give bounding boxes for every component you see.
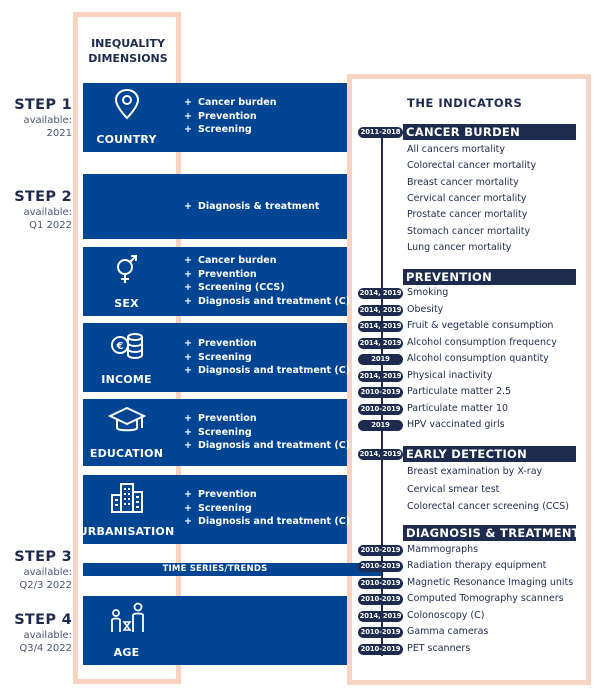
- dimension-name: INCOME: [101, 373, 152, 386]
- indicator-item: Stomach cancer mortality: [407, 226, 531, 237]
- bullet-item: + Diagnosis and treatment (C): [184, 515, 343, 529]
- step-date: Q2/3 2022: [19, 580, 72, 591]
- step-1: [0, 96, 72, 140]
- dimension-bullets: [184, 488, 351, 529]
- dimension-bullets: [184, 412, 351, 453]
- indicator-item: Mammographs: [407, 544, 479, 555]
- dimension-bullets: [184, 337, 351, 378]
- year-badge: 2014, 2019: [359, 322, 402, 330]
- indicator-item: Colorectal cancer mortality: [407, 160, 537, 171]
- indicator-item: All cancers mortality: [407, 144, 505, 155]
- bullet-item: + Cancer burden: [184, 96, 343, 110]
- bullet-item: + Prevention: [184, 412, 343, 426]
- bullet-item: + Prevention: [184, 488, 343, 502]
- indicator-item: Alcohol consumption quantity: [407, 353, 549, 364]
- year-badge: 2010-2019: [358, 561, 403, 572]
- step-available: available:: [23, 630, 72, 641]
- indicator-item: Breast examination by X-ray: [407, 466, 543, 477]
- step-date: Q1 2022: [29, 220, 72, 231]
- bullet-item: + Screening: [184, 426, 343, 440]
- location-pin-icon: [108, 88, 146, 122]
- dimension-age: [83, 596, 347, 665]
- dimension-education: [83, 399, 351, 466]
- year-badge: 2010-2019: [358, 594, 403, 605]
- dimension-name: SEX: [114, 297, 139, 310]
- bullet-item: + Diagnosis and treatment (C): [184, 439, 343, 453]
- dimension-name: AGE: [113, 646, 140, 659]
- indicator-item: Fruit & vegetable consumption: [407, 320, 554, 331]
- year-badge: 2014, 2019: [359, 289, 402, 297]
- indicator-item: Breast cancer mortality: [407, 177, 519, 188]
- indicator-item: Gamma cameras: [407, 626, 489, 637]
- dimension-name: EDUCATION: [89, 447, 164, 460]
- dimension-diagnosis-row: [83, 174, 347, 239]
- indicator-item: Radiation therapy equipment: [407, 560, 547, 571]
- step-2: [0, 188, 72, 232]
- dimension-bullets: [184, 96, 343, 137]
- year-badge: 2010-2019: [358, 387, 403, 398]
- dimension-country: [83, 83, 347, 152]
- people-hourglass-icon: [108, 601, 146, 635]
- step-available: available:: [23, 567, 72, 578]
- dimension-sex: [83, 247, 351, 316]
- step-label: STEP 1: [14, 97, 72, 113]
- year-badge: 2011-2018: [358, 127, 403, 138]
- category-prevention: PREVENTION: [403, 269, 576, 285]
- dimension-bullets: [184, 200, 343, 214]
- indicator-item: Colorectal cancer screening (CCS): [407, 501, 569, 512]
- indicator-item: Computed Tomography scanners: [407, 593, 564, 604]
- indicator-item: PET scanners: [407, 643, 471, 654]
- indicator-item: Cervical smear test: [407, 484, 500, 495]
- step-date: 2021: [46, 128, 72, 139]
- year-badge: 2010-2019: [358, 545, 403, 556]
- indicator-item: Physical inactivity: [407, 370, 493, 381]
- category-diagnosis-treatment: DIAGNOSIS & TREATMENT: [403, 525, 576, 541]
- dimensions-header: INEQUALITY DIMENSIONS: [88, 37, 168, 65]
- bullet-item: + Diagnosis and treatment (C): [184, 364, 343, 378]
- indicator-item: Lung cancer mortality: [407, 242, 512, 253]
- year-badge: 2014, 2019: [359, 612, 402, 620]
- step-label: STEP 3: [14, 549, 72, 565]
- bullet-item: + Screening: [184, 351, 343, 365]
- city-buildings-icon: [108, 481, 146, 515]
- indicator-item: Particulate matter 2.5: [407, 386, 512, 397]
- step-label: STEP 4: [14, 612, 72, 628]
- indicator-item: Magnetic Resonance Imaging units: [407, 577, 574, 588]
- year-badge: 2014, 2019: [359, 339, 402, 347]
- indicator-item: Colonoscopy (C): [407, 610, 485, 621]
- step-available: available:: [23, 207, 72, 218]
- indicator-item: Cervical cancer mortality: [407, 193, 527, 204]
- bullet-item: + Screening (CCS): [184, 281, 343, 295]
- indicators-title: THE INDICATORS: [407, 96, 523, 110]
- bullet-item: + Cancer burden: [184, 254, 343, 268]
- bullet-item: + Screening: [184, 123, 343, 137]
- step-available: available:: [23, 115, 72, 126]
- year-badge: 2014, 2019: [359, 450, 402, 458]
- year-badge: 2019: [358, 420, 403, 431]
- indicator-item: HPV vaccinated girls: [407, 419, 505, 430]
- category-early-detection: EARLY DETECTION: [403, 446, 576, 462]
- year-badge: 2019: [358, 354, 403, 365]
- svg-text:€: €: [116, 341, 124, 352]
- indicator-item: Obesity: [407, 304, 444, 315]
- step-label: STEP 2: [14, 189, 72, 205]
- year-badge: 2014, 2019: [359, 372, 402, 380]
- step-4: [0, 611, 72, 655]
- coins-icon: [108, 329, 146, 363]
- bullet-item: + Prevention: [184, 268, 343, 282]
- dimension-name: URBANISATION: [78, 525, 175, 538]
- indicator-item: Alcohol consumption frequency: [407, 337, 557, 348]
- gender-symbols-icon: [108, 252, 146, 286]
- time-series-bar: TIME SERIES/TRENDS: [83, 563, 347, 576]
- dimension-income: [83, 323, 351, 392]
- bullet-item: + Screening: [184, 502, 343, 516]
- dimension-name: COUNTRY: [96, 133, 157, 146]
- graduation-cap-icon: [108, 404, 146, 438]
- step-date: Q3/4 2022: [19, 643, 72, 654]
- category-cancer-burden: CANCER BURDEN: [403, 124, 576, 140]
- year-badge: 2014, 2019: [359, 306, 402, 314]
- indicator-item: Particulate matter 10: [407, 403, 509, 414]
- bullet-item: + Diagnosis & treatment: [184, 200, 343, 214]
- dimension-urbanisation: [78, 475, 351, 544]
- bullet-item: + Prevention: [184, 337, 343, 351]
- year-badge: 2010-2019: [358, 404, 403, 415]
- indicator-item: Prostate cancer mortality: [407, 209, 528, 220]
- step-3: [0, 548, 72, 592]
- year-badge: 2010-2019: [358, 644, 403, 655]
- indicator-item: Smoking: [407, 287, 449, 298]
- bullet-item: + Diagnosis and treatment (C): [184, 295, 343, 309]
- bullet-item: + Prevention: [184, 110, 343, 124]
- year-badge: 2010-2019: [358, 627, 403, 638]
- dimension-bullets: [184, 254, 351, 308]
- year-badge: 2010-2019: [358, 578, 403, 589]
